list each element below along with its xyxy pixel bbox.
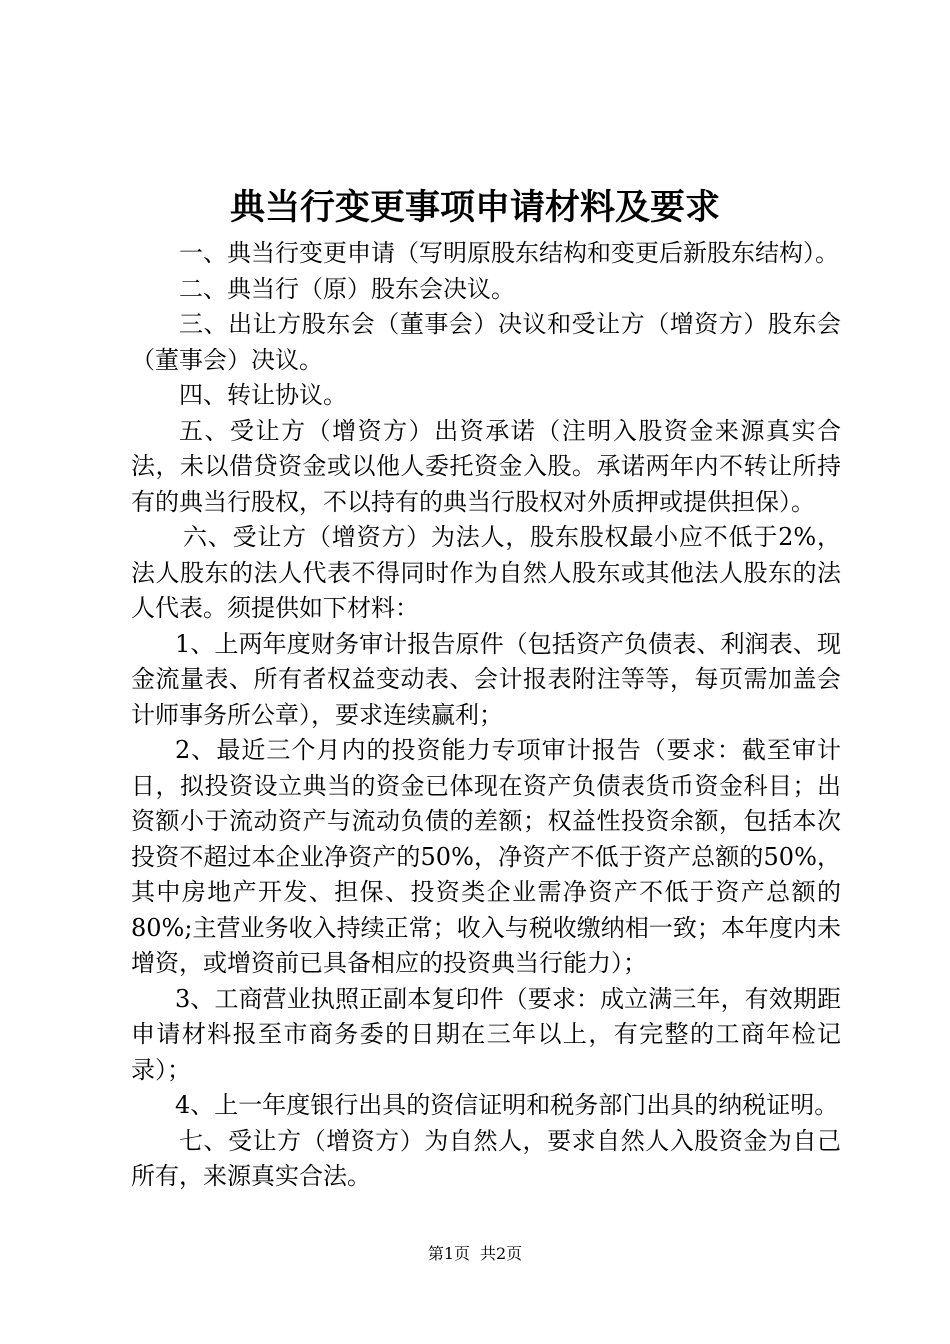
paragraph-6-item-1: 1、上两年度财务审计报告原件（包括资产负债表、利润表、现金流量表、所有者权益变动表、会计报表附注等等，每页需加盖会计师事务所公章），要求连续赢利； <box>131 629 841 729</box>
paragraph-6-item-3: 3、工商营业执照正副本复印件（要求：成立满三年，有效期距申请材料报至市商务委的日期在三年以上，有完整的工商年检记录）； <box>131 984 841 1084</box>
page-total: 共2页 <box>480 1244 523 1263</box>
paragraph-3: 三、出让方股东会（董事会）决议和受让方（增资方）股东会（董事会）决议。 <box>131 310 841 374</box>
paragraph-2: 二、典当行（原）股东会决议。 <box>179 274 515 303</box>
paragraph-1: 一、典当行变更申请（写明原股东结构和变更后新股东结构）。 <box>179 239 839 267</box>
paragraph-6: 六、受让方（增资方）为法人，股东股权最小应不低于2%，法人股东的法人代表不得同时作为自然人股东或其他法人股东的法人代表。须提供如下材料： <box>131 523 841 622</box>
document-title: 典当行变更事项申请材料及要求 <box>229 187 720 228</box>
paragraph-5: 五、受让方（增资方）出资承诺（注明入股资金来源真实合法，未以借贷资金或以他人委托资金入股。承诺两年内不转让所持有的典当行股权，不以持有的典当行股权对外质押或提供担保）。 <box>131 416 841 516</box>
paragraph-4: 四、转让协议。 <box>179 381 347 409</box>
page-number: 第1页 <box>427 1244 470 1263</box>
page-footer <box>0 1243 950 1265</box>
paragraph-6-item-2: 2、最近三个月内的投资能力专项审计报告（要求：截至审计日，拟投资设立典当的资金已体现在资产负债表货币资金科目；出资额小于流动资产与流动负债的差额；权益性投资余额，包括本次投资不超过本企业净资产的50%，净资产不低于资产总额的50%，其中房地产开发、担保、投资类企业需净资产不低于资产总额的80%;主营业务收入持续正常；收入与税收缴纳相一致；本年度内未增资，或增资前已具备相应的投资典当行能力）； <box>131 736 841 977</box>
paragraph-6-item-4: 4、上一年度银行出具的资信证明和税务部门出具的纳税证明。 <box>175 1091 839 1119</box>
paragraph-7: 七、受让方（增资方）为自然人，要求自然人入股资金为自己所有，来源真实合法。 <box>131 1126 841 1190</box>
document-body <box>131 236 841 1195</box>
